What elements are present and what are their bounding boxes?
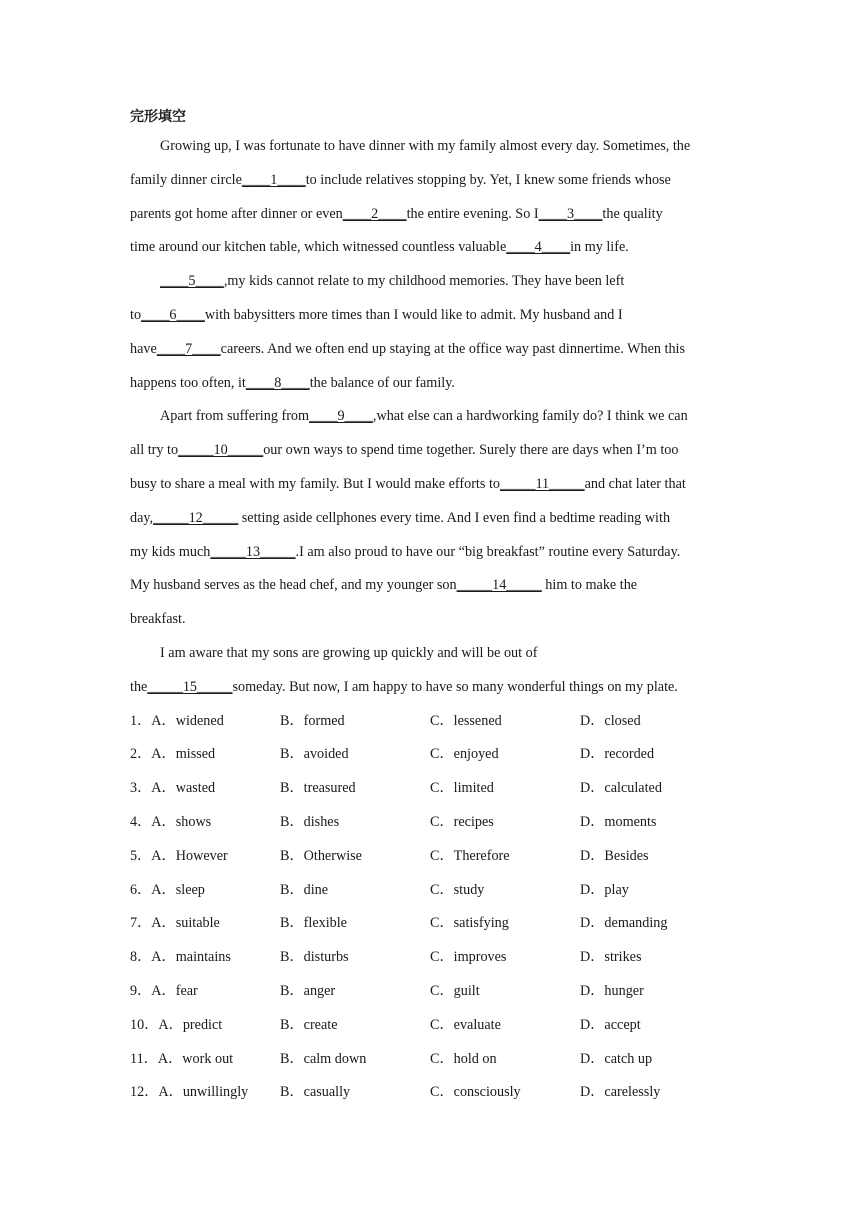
option-cell (280, 941, 430, 975)
passage-line (130, 671, 730, 705)
option-cell (580, 772, 730, 806)
passage-text: someday. But now, I am happy to have so many wonderful things on my plate. (232, 678, 678, 695)
option-cell (130, 1076, 280, 1110)
passage-text: time around our kitchen table, which witnessed countless valuable (130, 239, 507, 256)
passage-text: the quality (602, 205, 663, 222)
option-c: C．recipes (430, 813, 494, 830)
passage-text: him to make the (541, 577, 638, 594)
option-a: A．unwillingly (158, 1084, 249, 1101)
question-row (130, 738, 730, 772)
option-b: B．dine (280, 881, 329, 898)
option-d: D．strikes (580, 949, 642, 966)
option-a: A．wasted (151, 780, 216, 797)
question-number: 2． (130, 746, 152, 763)
option-cell (580, 874, 730, 908)
option-d: D．recorded (580, 746, 655, 763)
question-row (130, 907, 730, 941)
option-c: C．improves (430, 949, 507, 966)
option-cell (580, 907, 730, 941)
option-d: D．accept (580, 1016, 641, 1033)
option-cell (130, 1009, 280, 1043)
option-b: B．dishes (280, 813, 340, 830)
option-b: B．create (280, 1016, 338, 1033)
passage-text: the balance of our family. (309, 374, 455, 391)
passage-text: with babysitters more times than I would like to admit. My husband and I (204, 306, 623, 323)
option-c: C．lessened (430, 712, 502, 729)
option-c: C．study (430, 881, 485, 898)
option-cell (580, 1009, 730, 1043)
answer-blank: _____12_____ (153, 509, 239, 526)
passage-text: all try to (130, 442, 179, 459)
question-row (130, 772, 730, 806)
option-cell (280, 975, 430, 1009)
question-number: 1． (130, 712, 152, 729)
option-cell (280, 1009, 430, 1043)
option-a: A．maintains (151, 949, 231, 966)
passage-text: day, (130, 509, 154, 526)
passage-line (130, 265, 730, 299)
option-c: C．satisfying (430, 915, 509, 932)
option-b: B．anger (280, 982, 336, 999)
answer-blank: ____7____ (156, 340, 221, 357)
option-cell (130, 840, 280, 874)
passage-text: parents got home after dinner or even (130, 205, 343, 222)
passage (130, 130, 730, 705)
option-b: B．calm down (280, 1050, 367, 1067)
option-d: D．hunger (580, 982, 644, 999)
passage-line (130, 468, 730, 502)
passage-line (130, 333, 730, 367)
answer-blank: ____3____ (538, 205, 603, 222)
option-a: A．sleep (151, 881, 205, 898)
option-d: D．moments (580, 813, 657, 830)
option-cell (430, 806, 580, 840)
option-cell (430, 907, 580, 941)
question-number: 9． (130, 982, 152, 999)
option-c: C．consciously (430, 1084, 521, 1101)
answer-blank: ____8____ (245, 374, 310, 391)
option-cell (280, 907, 430, 941)
option-cell (580, 975, 730, 1009)
option-cell (580, 806, 730, 840)
option-cell (430, 1076, 580, 1110)
answer-blank: ____6____ (141, 306, 205, 323)
option-cell (580, 1043, 730, 1077)
option-cell (430, 738, 580, 772)
option-cell (430, 1009, 580, 1043)
section-title: 完形填空 (130, 109, 186, 125)
answer-blank: _____14_____ (456, 577, 542, 594)
passage-line (130, 603, 730, 637)
option-cell (430, 772, 580, 806)
passage-text: I am aware that my sons are growing up quickly and will be out of (160, 644, 538, 661)
answer-blank: _____11_____ (499, 475, 585, 492)
option-cell (130, 907, 280, 941)
question-options (130, 705, 730, 1111)
passage-text: happens too often, it (130, 374, 246, 391)
passage-text: and chat later that (584, 475, 686, 492)
answer-blank: ____9____ (309, 408, 373, 425)
option-a: A．missed (151, 746, 216, 763)
option-b: B．Otherwise (280, 847, 362, 864)
option-d: D．play (580, 881, 629, 898)
option-c: C．Therefore (430, 847, 510, 864)
option-cell (430, 874, 580, 908)
question-row (130, 840, 730, 874)
option-cell (430, 840, 580, 874)
passage-text: the entire evening. So I (406, 205, 539, 222)
question-number: 12． (130, 1084, 159, 1101)
option-cell (130, 806, 280, 840)
option-a: A．suitable (151, 915, 220, 932)
passage-text: careers. And we often end up staying at the office way past dinnertime. When this (220, 340, 686, 357)
option-cell (280, 772, 430, 806)
option-a: A．predict (158, 1016, 223, 1033)
passage-text: to include relatives stopping by. Yet, I knew some friends whose (305, 171, 671, 188)
question-number: 10． (130, 1016, 159, 1033)
question-number: 6． (130, 881, 152, 898)
option-cell (130, 772, 280, 806)
option-cell (430, 941, 580, 975)
passage-text: ,my kids cannot relate to my childhood memories. They have been left (223, 273, 625, 290)
option-a: A．fear (151, 982, 198, 999)
question-number: 3． (130, 780, 152, 797)
option-a: A．However (151, 847, 228, 864)
option-cell (280, 840, 430, 874)
option-b: B．casually (280, 1084, 351, 1101)
option-b: B．disturbs (280, 949, 349, 966)
passage-line (130, 569, 730, 603)
option-b: B．avoided (280, 746, 349, 763)
passage-line (130, 400, 730, 434)
passage-text: the (130, 678, 148, 695)
option-d: D．calculated (580, 780, 662, 797)
passage-text: Apart from suffering from (160, 408, 310, 425)
question-row (130, 975, 730, 1009)
passage-text: to (130, 306, 142, 323)
option-d: D．demanding (580, 915, 668, 932)
option-d: D．carelessly (580, 1084, 661, 1101)
answer-blank: ____4____ (506, 239, 571, 256)
answer-blank: _____15_____ (147, 678, 233, 695)
option-cell (580, 941, 730, 975)
passage-text: have (130, 340, 157, 357)
passage-line (130, 164, 730, 198)
passage-line (130, 198, 730, 232)
passage-line (130, 367, 730, 401)
passage-line (130, 231, 730, 265)
option-cell (280, 738, 430, 772)
passage-text: My husband serves as the head chef, and my younger son (130, 577, 457, 594)
question-row (130, 941, 730, 975)
option-cell (430, 975, 580, 1009)
question-number: 11． (130, 1050, 158, 1067)
answer-blank: ____2____ (342, 205, 407, 222)
passage-line (130, 502, 730, 536)
question-row (130, 874, 730, 908)
question-number: 4． (130, 813, 152, 830)
option-cell (130, 1043, 280, 1077)
question-row (130, 1043, 730, 1077)
option-cell (130, 874, 280, 908)
passage-line (130, 536, 730, 570)
passage-text: Growing up, I was fortunate to have dinner with my family almost every day. Sometimes, the (160, 138, 691, 154)
passage-text: family dinner circle (130, 171, 242, 188)
option-d: D．catch up (580, 1050, 653, 1067)
option-d: D．Besides (580, 847, 649, 864)
option-cell (280, 874, 430, 908)
passage-line (130, 130, 730, 164)
passage-line (130, 637, 730, 671)
passage-text: in my life. (570, 239, 629, 256)
passage-text: busy to share a meal with my family. But I would make efforts to (130, 475, 500, 492)
option-c: C．evaluate (430, 1016, 501, 1033)
passage-text: our own ways to spend time together. Surely there are days when I’m too (263, 442, 679, 459)
answer-blank: _____13_____ (210, 543, 296, 560)
answer-blank: ____1____ (241, 171, 306, 188)
passage-text: breakfast. (130, 611, 186, 628)
option-b: B．formed (280, 712, 345, 729)
option-b: B．flexible (280, 915, 347, 932)
option-cell (130, 975, 280, 1009)
option-cell (280, 806, 430, 840)
option-cell (580, 705, 730, 739)
question-number: 7． (130, 915, 152, 932)
passage-line (130, 299, 730, 333)
answer-blank: ____5____ (160, 273, 224, 290)
question-row (130, 806, 730, 840)
question-number: 8． (130, 949, 152, 966)
option-cell (280, 1043, 430, 1077)
option-cell (280, 705, 430, 739)
option-c: C．enjoyed (430, 746, 499, 763)
option-c: C．limited (430, 780, 494, 797)
option-c: C．hold on (430, 1050, 497, 1067)
option-cell (580, 840, 730, 874)
question-number: 5． (130, 847, 152, 864)
option-cell (580, 738, 730, 772)
question-row (130, 1076, 730, 1110)
option-a: A．work out (157, 1050, 234, 1067)
passage-line (130, 434, 730, 468)
option-cell (130, 738, 280, 772)
option-b: B．treasured (280, 780, 356, 797)
option-a: A．widened (151, 712, 224, 729)
question-row (130, 705, 730, 739)
option-cell (130, 941, 280, 975)
passage-text: ,what else can a hardworking family do? I think we can (372, 408, 688, 425)
option-cell (430, 705, 580, 739)
option-cell (280, 1076, 430, 1110)
option-a: A．shows (151, 813, 212, 830)
question-row (130, 1009, 730, 1043)
option-c: C．guilt (430, 982, 480, 999)
option-cell (430, 1043, 580, 1077)
passage-text: my kids much (130, 543, 211, 560)
option-cell (130, 705, 280, 739)
passage-text: setting aside cellphones every time. And I even find a bedtime reading with (238, 509, 671, 526)
option-d: D．closed (580, 712, 641, 729)
answer-blank: _____10_____ (178, 442, 264, 459)
option-cell (580, 1076, 730, 1110)
passage-text: .I am also proud to have our “big breakfast” routine every Saturday. (295, 543, 681, 560)
document-page (130, 104, 730, 1110)
